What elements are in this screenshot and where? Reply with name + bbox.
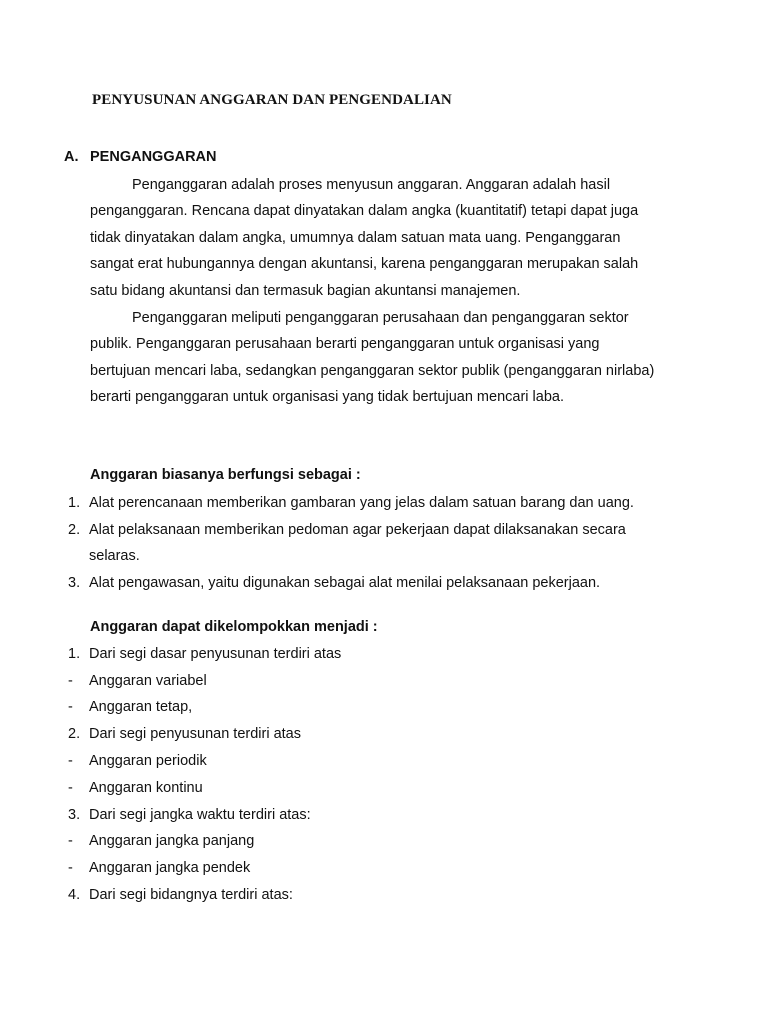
paragraph-line: tidak dinyatakan dalam angka, umumnya dalam satuan mata uang. Penganggaran	[90, 230, 621, 246]
list-number: 1.	[68, 646, 81, 662]
list-item: Anggaran kontinu	[89, 780, 203, 796]
list-dash: -	[68, 753, 73, 769]
list-number: 3.	[68, 807, 81, 823]
list-item: Dari segi dasar penyusunan terdiri atas	[89, 646, 342, 662]
paragraph-line: bertujuan mencari laba, sedangkan penganggaran sektor publik (penganggaran nirlaba)	[90, 363, 655, 379]
list-item: Anggaran tetap,	[89, 699, 193, 715]
document-title: PENYUSUNAN ANGGARAN DAN PENGENDALIAN	[92, 92, 452, 108]
list-item: Dari segi penyusunan terdiri atas	[89, 726, 301, 742]
list-dash: -	[68, 780, 73, 796]
kelompok-heading: Anggaran dapat dikelompokkan menjadi :	[90, 619, 378, 635]
section-heading: PENGANGGARAN	[90, 149, 217, 165]
list-number: 2.	[68, 522, 81, 538]
list-item: Alat pengawasan, yaitu digunakan sebagai alat menilai pelaksanaan pekerjaan.	[89, 575, 601, 591]
list-number: 2.	[68, 726, 81, 742]
paragraph-line: publik. Penganggaran perusahaan berarti penganggaran untuk organisasi yang	[90, 336, 600, 352]
fungsi-heading: Anggaran biasanya berfungsi sebagai :	[90, 467, 361, 483]
paragraph-line: berarti penganggaran untuk organisasi yang tidak bertujuan mencari laba.	[90, 389, 564, 405]
list-item: Anggaran variabel	[89, 673, 207, 689]
list-item-continuation: selaras.	[89, 548, 140, 564]
list-number: 1.	[68, 495, 81, 511]
list-dash: -	[68, 699, 73, 715]
list-dash: -	[68, 833, 73, 849]
list-item: Anggaran jangka panjang	[89, 833, 255, 849]
list-item: Dari segi jangka waktu terdiri atas:	[89, 807, 311, 823]
list-item: Alat perencanaan memberikan gambaran yang jelas dalam satuan barang dan uang.	[89, 495, 634, 511]
paragraph-line: penganggaran. Rencana dapat dinyatakan dalam angka (kuantitatif) tetapi dapat juga	[90, 203, 639, 219]
list-item: Dari segi bidangnya terdiri atas:	[89, 887, 293, 903]
list-item: Anggaran jangka pendek	[89, 860, 251, 876]
section-letter: A.	[64, 149, 79, 165]
list-dash: -	[68, 673, 73, 689]
list-item: Anggaran periodik	[89, 753, 207, 769]
paragraph-line: Penganggaran adalah proses menyusun anggaran. Anggaran adalah hasil	[132, 177, 611, 193]
paragraph-line: satu bidang akuntansi dan termasuk bagian akuntansi manajemen.	[90, 283, 521, 299]
list-dash: -	[68, 860, 73, 876]
paragraph-line: Penganggaran meliputi penganggaran perusahaan dan penganggaran sektor	[132, 310, 629, 326]
list-number: 3.	[68, 575, 81, 591]
list-item: Alat pelaksanaan memberikan pedoman agar pekerjaan dapat dilaksanakan secara	[89, 522, 626, 538]
paragraph-line: sangat erat hubungannya dengan akuntansi, karena penganggaran merupakan salah	[90, 256, 639, 272]
list-number: 4.	[68, 887, 81, 903]
